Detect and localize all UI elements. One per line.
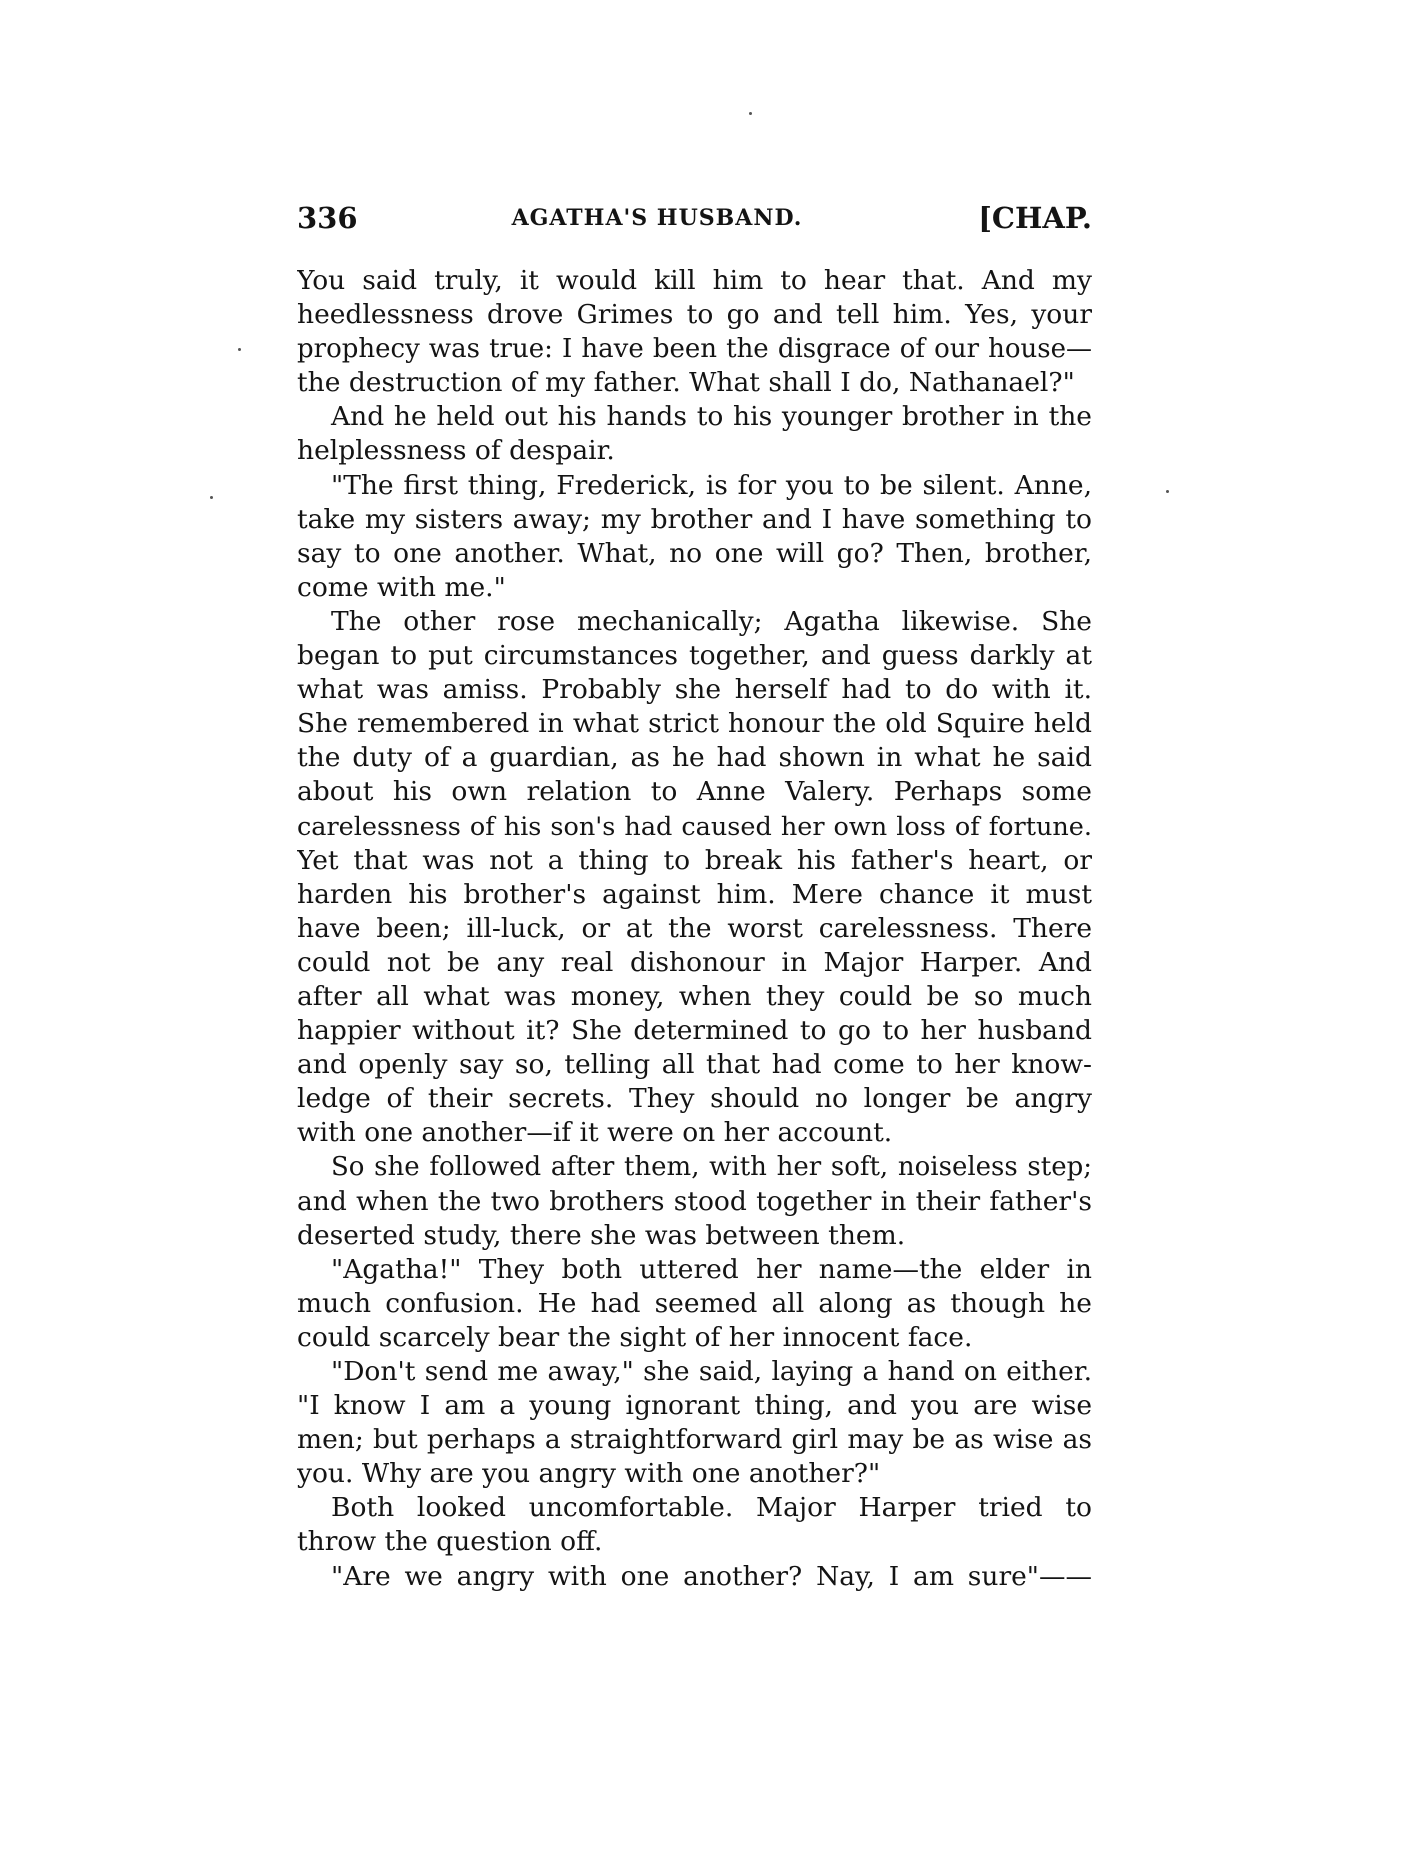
text-line: helplessness of despair.	[297, 435, 615, 467]
text-line: take my sisters away; my brother and I have something to	[297, 503, 1092, 535]
text-line: "I know I am a young ignorant thing, and you are wise	[297, 1390, 1092, 1422]
text-line: And he held out his hands to his younger brother in the	[331, 401, 1092, 433]
text-line: say to one another. What, no one will go? Then, brother,	[297, 537, 1092, 569]
text-line: Both looked uncomfortable. Major Harper tried to	[331, 1492, 1092, 1524]
text-line: ledge of their secrets. They should no longer be angry	[297, 1083, 1092, 1115]
scan-speck	[210, 496, 213, 499]
text-line: with one another—if it were on her account.	[297, 1117, 893, 1149]
text-line: come with me."	[297, 571, 506, 603]
scan-speck	[1166, 490, 1169, 493]
text-line: much confusion. He had seemed all along as though he	[297, 1287, 1092, 1319]
text-line: Yet that was not a thing to break his father's heart, or	[297, 844, 1092, 876]
text-line: "Agatha!" They both uttered her name—the elder in	[331, 1253, 1092, 1285]
text-line: happier without it? She determined to go to her husband	[297, 1015, 1092, 1047]
text-line: deserted study, there she was between them.	[297, 1219, 906, 1251]
text-line: prophecy was true: I have been the disgrace of our house—	[297, 334, 1092, 365]
page-number: 336	[297, 201, 358, 235]
text-line: after all what was money, when they could be so much	[297, 980, 1092, 1012]
text-line: So she followed after them, with her soft, noiseless step;	[331, 1152, 1092, 1183]
text-line: the duty of a guardian, as he had shown in what he said	[297, 742, 1092, 774]
text-line: "Are we angry with one another? Nay, I am sure"——	[331, 1560, 1092, 1592]
text-line: men; but perhaps a straightforward girl may be as wise as	[297, 1424, 1092, 1456]
text-line: and when the two brothers stood together in their father's	[297, 1185, 1092, 1217]
text-line: harden his brother's against him. Mere chance it must	[297, 878, 1092, 910]
text-line: could scarcely bear the sight of her innocent face.	[297, 1321, 973, 1353]
text-line: The other rose mechanically; Agatha likewise. She	[331, 605, 1092, 637]
text-line: have been; ill-luck, or at the worst carelessness. There	[297, 912, 1092, 944]
scan-speck	[238, 348, 241, 351]
text-line: the destruction of my father. What shall I do, Nathanael?"	[297, 367, 1075, 399]
text-line: She remembered in what strict honour the old Squire held	[297, 708, 1092, 740]
text-line: You said truly, it would kill him to hear that. And my	[297, 265, 1092, 296]
page-header	[297, 198, 1092, 238]
chapter-label: [CHAP.	[978, 201, 1092, 235]
text-line: about his own relation to Anne Valery. Perhaps some	[297, 776, 1092, 808]
text-line: could not be any real dishonour in Major Harper. And	[297, 946, 1092, 978]
text-line: throw the question off.	[297, 1526, 603, 1558]
text-line: "Don't send me away," she said, laying a hand on either.	[331, 1356, 1092, 1387]
text-line: carelessness of his son's had caused her own loss of fortune.	[297, 811, 1092, 842]
text-line: heedlessness drove Grimes to go and tell him. Yes, your	[297, 299, 1092, 331]
text-line: "The first thing, Frederick, is for you to be silent. Anne,	[331, 469, 1092, 501]
scan-speck	[749, 112, 752, 115]
running-title: AGATHA'S HUSBAND.	[511, 205, 803, 231]
text-line: began to put circumstances together, and guess darkly at	[297, 640, 1092, 672]
body-text	[297, 264, 1092, 1594]
text-line: and openly say so, telling all that had come to her know-	[297, 1049, 1092, 1081]
text-line: you. Why are you angry with one another?"	[297, 1458, 881, 1490]
text-line: what was amiss. Probably she herself had to do with it.	[297, 674, 1092, 706]
